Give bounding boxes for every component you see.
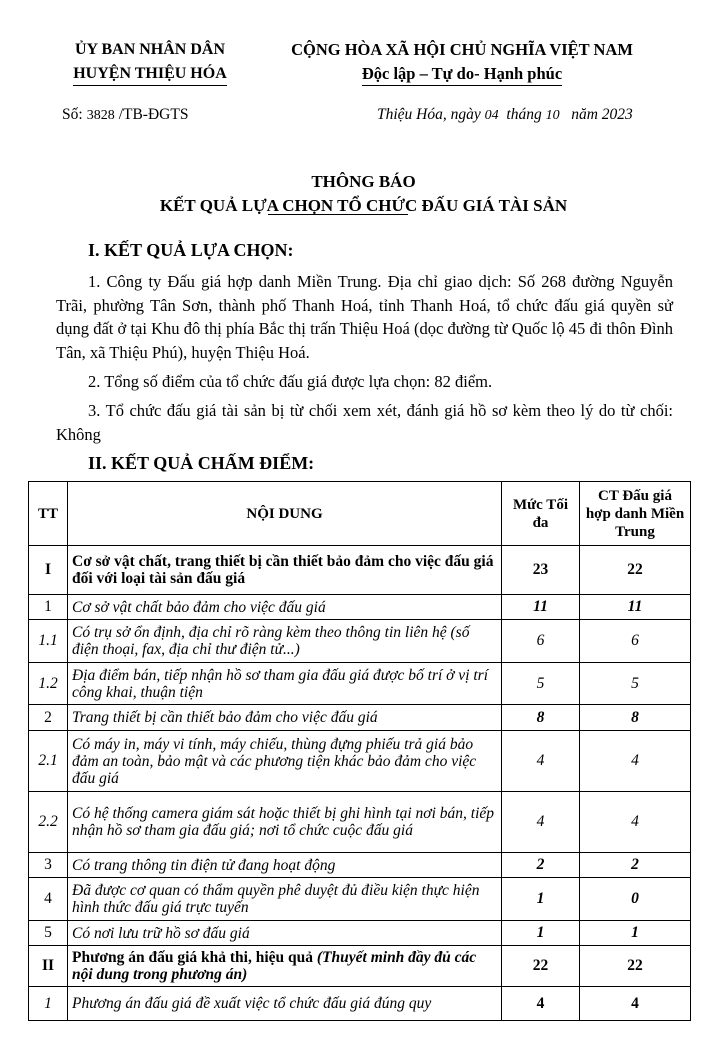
scoring-table bbox=[28, 481, 691, 1021]
document-title bbox=[0, 170, 727, 218]
document-date: Thiệu Hóa, ngày 04 tháng 10 năm 2023 bbox=[377, 106, 633, 123]
date-year: năm 2023 bbox=[571, 106, 633, 123]
section2-heading: II. KẾT QUẢ CHẤM ĐIỂM: bbox=[88, 453, 315, 473]
table-row: 2.2 Có hệ thống camera giám sát hoặc thiết bị ghi hình tại nơi bán, tiếp nhận hồ sơ tham gia đấu giá; nơi tổ chức cuộc đấu giá 4 4 bbox=[29, 792, 691, 853]
document-number: Số: 3828 /TB-ĐGTS bbox=[62, 106, 189, 123]
title-underline bbox=[268, 214, 408, 215]
issuing-agency bbox=[40, 38, 260, 86]
agency-line2: HUYỆN THIỆU HÓA bbox=[73, 63, 227, 86]
section1-paragraph2: 2. Tổng số điểm của tổ chức đấu giá được lựa chọn: 82 điểm. bbox=[88, 372, 493, 391]
header-max: Mức Tối đa bbox=[502, 482, 580, 546]
table-row: I Cơ sở vật chất, trang thiết bị cần thiết bảo đảm cho việc đấu giá đối với loại tài sản đấu giá 23 22 bbox=[29, 546, 691, 595]
title-line2: KẾT QUẢ LỰA CHỌN TỔ CHỨC ĐẤU GIÁ TÀI SẢN bbox=[159, 196, 568, 215]
table-row: 1 Phương án đấu giá đề xuất việc tổ chức đấu giá đúng quy 4 4 bbox=[29, 987, 691, 1021]
header-tt: TT bbox=[29, 482, 68, 546]
document-number-value: 3828 bbox=[86, 108, 115, 123]
table-row: 1.2 Địa điểm bán, tiếp nhận hồ sơ tham gia đấu giá được bố trí ở vị trí công khai, thuận tiện 5 5 bbox=[29, 663, 691, 705]
table-row: 3 Có trang thông tin điện tử đang hoạt động 2 2 bbox=[29, 853, 691, 878]
table-row: II Phương án đấu giá khả thi, hiệu quả (Thuyết minh đầy đủ các nội dung trong phương án) 22 22 bbox=[29, 946, 691, 987]
table-row: 1 Cơ sở vật chất bảo đảm cho việc đấu giá 11 11 bbox=[29, 595, 691, 620]
table-row: 2 Trang thiết bị cần thiết bảo đảm cho việc đấu giá 8 8 bbox=[29, 705, 691, 731]
country-name: CỘNG HÒA XÃ HỘI CHỦ NGHĨA VIỆT NAM bbox=[291, 40, 633, 59]
table-row: 1.1 Có trụ sở ổn định, địa chỉ rõ ràng kèm theo thông tin liên hệ (số điện thoại, fax, địa chỉ thư điện tử...) 6 6 bbox=[29, 620, 691, 663]
table-row: 4 Đã được cơ quan có thẩm quyền phê duyệt đủ điều kiện thực hiện hình thức đấu giá trực tuyến 1 0 bbox=[29, 878, 691, 921]
section1-paragraph1: 1. Công ty Đấu giá hợp danh Miền Trung. Địa chỉ giao dịch: Số 268 đường Nguyễn Trãi, phường Tân Sơn, thành phố Thanh Hoá, tỉnh Thanh Hoá, tổ chức đấu giá quyền sử dụng đất ở tại Khu đô thị phía Bắc thị trấn Thiệu Hoá (dọc đường từ Quốc lộ 45 đi thôn Đình Tân, xã Thiệu Phú), huyện Thiệu Hoá. bbox=[56, 272, 673, 362]
title-line1: THÔNG BÁO bbox=[311, 172, 416, 191]
motto-line: Độc lập – Tự do- Hạnh phúc bbox=[362, 63, 562, 86]
agency-line1: ỦY BAN NHÂN DÂN bbox=[74, 41, 226, 58]
section1-heading: I. KẾT QUẢ LỰA CHỌN: bbox=[88, 240, 294, 260]
header-company: CT Đấu giá hợp danh Miền Trung bbox=[580, 482, 691, 546]
header-content: NỘI DUNG bbox=[68, 482, 502, 546]
document-header bbox=[0, 38, 727, 128]
date-month: 10 bbox=[545, 108, 560, 123]
table-row: 5 Có nơi lưu trữ hồ sơ đấu giá 1 1 bbox=[29, 921, 691, 946]
section1-paragraph3: 3. Tổ chức đấu giá tài sản bị từ chối xem xét, đánh giá hồ sơ kèm theo lý do từ chối: Không bbox=[56, 401, 673, 444]
table-row: 2.1 Có máy in, máy vi tính, máy chiếu, thùng đựng phiếu trả giá bảo đảm an toàn, bảo mật và các phương tiện khác bảo đảm cho việc đấu giá 4 4 bbox=[29, 731, 691, 792]
date-day: 04 bbox=[484, 108, 499, 123]
table-header-row bbox=[29, 482, 691, 546]
national-motto bbox=[262, 38, 662, 86]
